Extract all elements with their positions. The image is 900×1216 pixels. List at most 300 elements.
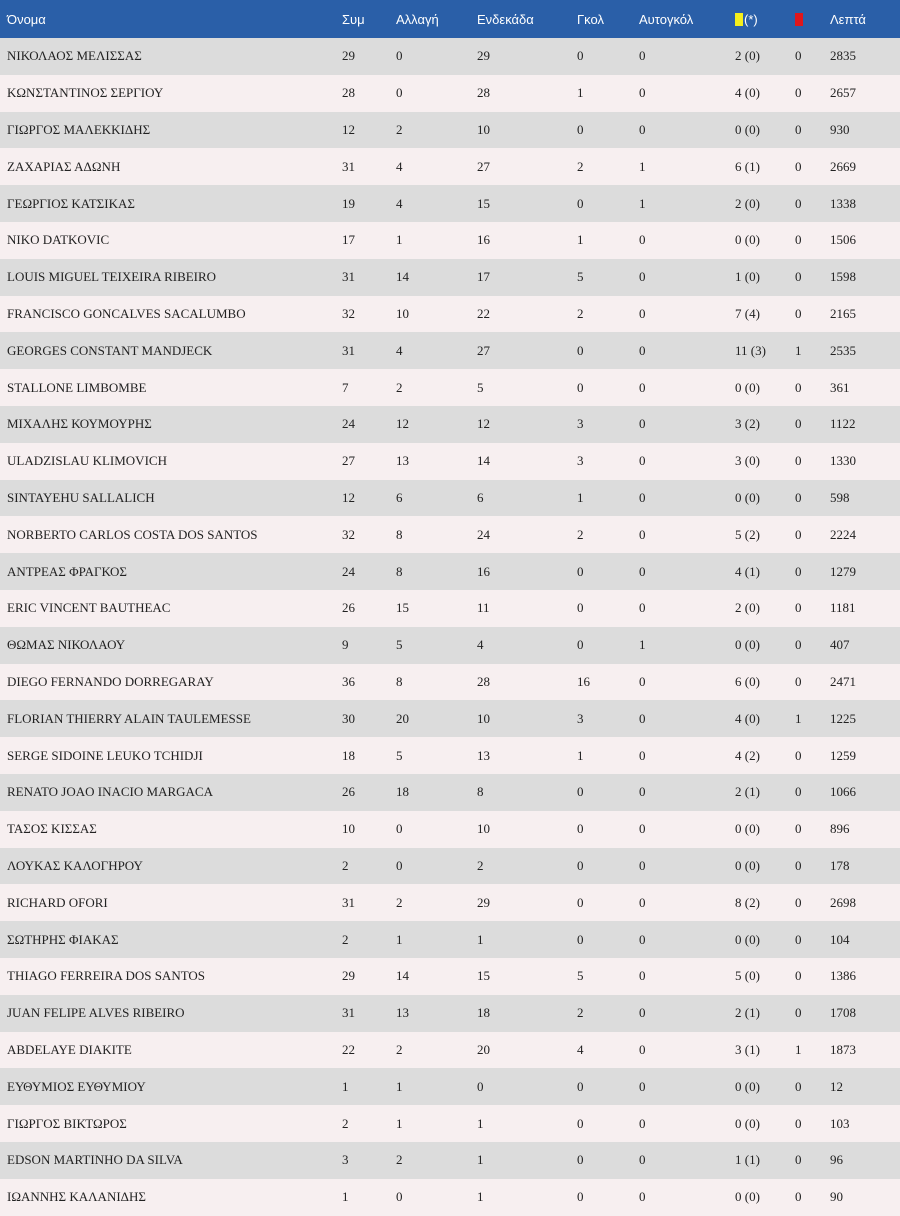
own-goals-cell: 0	[639, 232, 646, 248]
starting-xi-cell: 22	[477, 305, 490, 321]
minutes-cell: 2471	[830, 673, 856, 689]
substitutions-cell: 13	[396, 453, 409, 469]
yellow-cards-cell: 1 (1)	[735, 1152, 760, 1168]
header-own-goals[interactable]: Αυτογκόλ	[639, 11, 694, 27]
red-card-icon	[795, 13, 803, 26]
yellow-cards-cell: 8 (2)	[735, 894, 760, 910]
starting-xi-cell: 1	[477, 1189, 484, 1205]
starting-xi-cell: 5	[477, 379, 484, 395]
own-goals-cell: 0	[639, 563, 646, 579]
player-name[interactable]: GEORGES CONSTANT MANDJECK	[7, 342, 213, 358]
substitutions-cell: 0	[396, 1189, 403, 1205]
minutes-cell: 1279	[830, 563, 856, 579]
yellow-cards-cell: 0 (0)	[735, 489, 760, 505]
substitutions-cell: 13	[396, 1005, 409, 1021]
substitutions-cell: 4	[396, 342, 403, 358]
goals-cell: 0	[577, 821, 584, 837]
starting-xi-cell: 14	[477, 453, 490, 469]
starting-xi-cell: 1	[477, 931, 484, 947]
yellow-cards-cell: 1 (0)	[735, 269, 760, 285]
yellow-cards-cell: 0 (0)	[735, 121, 760, 137]
player-name[interactable]: NIKO DATKOVIC	[7, 232, 110, 248]
starting-xi-cell: 15	[477, 968, 490, 984]
player-name[interactable]: THIAGO FERREIRA DOS SANTOS	[7, 968, 206, 984]
substitutions-cell: 8	[396, 673, 403, 689]
yellow-cards-cell: 6 (0)	[735, 673, 760, 689]
player-name[interactable]: RICHARD OFORI	[7, 894, 108, 910]
own-goals-cell: 0	[639, 747, 646, 763]
own-goals-cell: 1	[639, 637, 646, 653]
substitutions-cell: 1	[396, 232, 403, 248]
own-goals-cell: 0	[639, 305, 646, 321]
yellow-cards-cell: 0 (0)	[735, 821, 760, 837]
player-name[interactable]: LOUIS MIGUEL TEIXEIRA RIBEIRO	[7, 269, 217, 285]
minutes-cell: 103	[830, 1115, 850, 1131]
table-row	[0, 848, 900, 885]
red-cards-cell: 0	[795, 673, 802, 689]
red-cards-cell: 0	[795, 857, 802, 873]
table-row	[0, 75, 900, 112]
goals-cell: 0	[577, 931, 584, 947]
starting-xi-cell: 10	[477, 710, 490, 726]
goals-cell: 1	[577, 85, 584, 101]
yellow-cards-cell: 3 (0)	[735, 453, 760, 469]
player-name[interactable]: ΖΑΧΑΡΙΑΣ ΑΔΩΝΗ	[7, 158, 121, 174]
substitutions-cell: 2	[396, 894, 403, 910]
player-name[interactable]: ΙΩΑΝΝΗΣ ΚΑΛΑΝΙΔΗΣ	[7, 1189, 146, 1205]
goals-cell: 0	[577, 1078, 584, 1094]
own-goals-cell: 0	[639, 968, 646, 984]
table-row	[0, 811, 900, 848]
appearances-cell: 1	[342, 1189, 349, 1205]
table-body	[0, 38, 900, 1216]
goals-cell: 3	[577, 710, 584, 726]
goals-cell: 1	[577, 747, 584, 763]
own-goals-cell: 0	[639, 673, 646, 689]
player-name[interactable]: ΚΩΝΣΤΑΝΤΙΝΟΣ ΣΕΡΓΙΟΥ	[7, 85, 164, 101]
player-name[interactable]: ABDELAYE DIAKITE	[7, 1041, 132, 1057]
minutes-cell: 407	[830, 637, 850, 653]
header-yellow-suffix: (*)	[744, 11, 758, 27]
appearances-cell: 30	[342, 710, 355, 726]
red-cards-cell: 0	[795, 1115, 802, 1131]
player-name[interactable]: JUAN FELIPE ALVES RIBEIRO	[7, 1005, 185, 1021]
appearances-cell: 31	[342, 894, 355, 910]
appearances-cell: 2	[342, 857, 349, 873]
starting-xi-cell: 11	[477, 600, 490, 616]
starting-xi-cell: 2	[477, 857, 484, 873]
goals-cell: 5	[577, 269, 584, 285]
table-row	[0, 774, 900, 811]
header-appearances[interactable]: Συμ	[342, 11, 365, 27]
table-row	[0, 921, 900, 958]
own-goals-cell: 1	[639, 158, 646, 174]
red-cards-cell: 0	[795, 784, 802, 800]
appearances-cell: 22	[342, 1041, 355, 1057]
table-row	[0, 148, 900, 185]
yellow-cards-cell: 0 (0)	[735, 857, 760, 873]
yellow-cards-cell: 0 (0)	[735, 931, 760, 947]
yellow-cards-cell: 2 (0)	[735, 600, 760, 616]
header-red-cards[interactable]	[795, 0, 830, 38]
substitutions-cell: 4	[396, 158, 403, 174]
own-goals-cell: 0	[639, 379, 646, 395]
goals-cell: 3	[577, 453, 584, 469]
table-row	[0, 958, 900, 995]
player-name[interactable]: DIEGO FERNANDO DORREGARAY	[7, 673, 214, 689]
minutes-cell: 2165	[830, 305, 856, 321]
goals-cell: 0	[577, 379, 584, 395]
red-cards-cell: 0	[795, 489, 802, 505]
minutes-cell: 12	[830, 1078, 843, 1094]
appearances-cell: 1	[342, 1078, 349, 1094]
starting-xi-cell: 28	[477, 85, 490, 101]
goals-cell: 0	[577, 121, 584, 137]
yellow-card-icon	[735, 13, 743, 26]
yellow-cards-cell: 0 (0)	[735, 1115, 760, 1131]
appearances-cell: 31	[342, 1005, 355, 1021]
substitutions-cell: 8	[396, 526, 403, 542]
player-name[interactable]: ΣΩΤΗΡΗΣ ΦΙΑΚΑΣ	[7, 931, 119, 947]
red-cards-cell: 0	[795, 453, 802, 469]
red-cards-cell: 0	[795, 1189, 802, 1205]
header-minutes[interactable]: Λεπτά	[830, 11, 866, 27]
starting-xi-cell: 15	[477, 195, 490, 211]
appearances-cell: 2	[342, 931, 349, 947]
substitutions-cell: 4	[396, 195, 403, 211]
appearances-cell: 32	[342, 305, 355, 321]
table-row	[0, 296, 900, 333]
own-goals-cell: 0	[639, 931, 646, 947]
minutes-cell: 178	[830, 857, 850, 873]
red-cards-cell: 0	[795, 1078, 802, 1094]
table-row	[0, 112, 900, 149]
table-row	[0, 480, 900, 517]
red-cards-cell: 1	[795, 710, 802, 726]
substitutions-cell: 5	[396, 637, 403, 653]
player-name[interactable]: SINTAYEHU SALLALICH	[7, 489, 155, 505]
table-row	[0, 995, 900, 1032]
appearances-cell: 27	[342, 453, 355, 469]
red-cards-cell: 0	[795, 600, 802, 616]
appearances-cell: 10	[342, 821, 355, 837]
goals-cell: 0	[577, 1152, 584, 1168]
player-name[interactable]: ΕΥΘΥΜΙΟΣ ΕΥΘΥΜΙΟΥ	[7, 1078, 146, 1094]
substitutions-cell: 2	[396, 1041, 403, 1057]
goals-cell: 0	[577, 1115, 584, 1131]
table-row	[0, 259, 900, 296]
starting-xi-cell: 12	[477, 416, 490, 432]
red-cards-cell: 1	[795, 1041, 802, 1057]
starting-xi-cell: 0	[477, 1078, 484, 1094]
own-goals-cell: 1	[639, 195, 646, 211]
yellow-cards-cell: 6 (1)	[735, 158, 760, 174]
starting-xi-cell: 27	[477, 158, 490, 174]
goals-cell: 1	[577, 489, 584, 505]
goals-cell: 5	[577, 968, 584, 984]
appearances-cell: 29	[342, 48, 355, 64]
appearances-cell: 18	[342, 747, 355, 763]
appearances-cell: 19	[342, 195, 355, 211]
yellow-cards-cell: 0 (0)	[735, 1078, 760, 1094]
substitutions-cell: 0	[396, 48, 403, 64]
minutes-cell: 90	[830, 1189, 843, 1205]
starting-xi-cell: 24	[477, 526, 490, 542]
own-goals-cell: 0	[639, 526, 646, 542]
yellow-cards-cell: 0 (0)	[735, 637, 760, 653]
table-row	[0, 1032, 900, 1069]
own-goals-cell: 0	[639, 1005, 646, 1021]
starting-xi-cell: 16	[477, 563, 490, 579]
yellow-cards-cell: 0 (0)	[735, 379, 760, 395]
goals-cell: 1	[577, 232, 584, 248]
own-goals-cell: 0	[639, 85, 646, 101]
appearances-cell: 31	[342, 269, 355, 285]
own-goals-cell: 0	[639, 600, 646, 616]
table-row	[0, 185, 900, 222]
red-cards-cell: 0	[795, 232, 802, 248]
starting-xi-cell: 27	[477, 342, 490, 358]
table-row	[0, 443, 900, 480]
player-name[interactable]: ΑΝΤΡΕΑΣ ΦΡΑΓΚΟΣ	[7, 563, 127, 579]
red-cards-cell: 0	[795, 563, 802, 579]
own-goals-cell: 0	[639, 1115, 646, 1131]
goals-cell: 0	[577, 857, 584, 873]
substitutions-cell: 12	[396, 416, 409, 432]
minutes-cell: 2669	[830, 158, 856, 174]
red-cards-cell: 0	[795, 968, 802, 984]
red-cards-cell: 0	[795, 416, 802, 432]
yellow-cards-cell: 3 (1)	[735, 1041, 760, 1057]
substitutions-cell: 6	[396, 489, 403, 505]
goals-cell: 2	[577, 305, 584, 321]
goals-cell: 0	[577, 600, 584, 616]
substitutions-cell: 10	[396, 305, 409, 321]
minutes-cell: 2224	[830, 526, 856, 542]
own-goals-cell: 0	[639, 121, 646, 137]
substitutions-cell: 14	[396, 269, 409, 285]
table-row	[0, 1142, 900, 1179]
table-row	[0, 1105, 900, 1142]
player-name[interactable]: EDSON MARTINHO DA SILVA	[7, 1152, 183, 1168]
minutes-cell: 1259	[830, 747, 856, 763]
appearances-cell: 9	[342, 637, 349, 653]
table-row	[0, 1068, 900, 1105]
yellow-cards-cell: 2 (0)	[735, 48, 760, 64]
yellow-cards-cell: 3 (2)	[735, 416, 760, 432]
minutes-cell: 1181	[830, 600, 856, 616]
appearances-cell: 26	[342, 600, 355, 616]
minutes-cell: 1708	[830, 1005, 856, 1021]
starting-xi-cell: 16	[477, 232, 490, 248]
yellow-cards-cell: 4 (0)	[735, 710, 760, 726]
player-name[interactable]: FLORIAN THIERRY ALAIN TAULEMESSE	[7, 710, 251, 726]
red-cards-cell: 0	[795, 48, 802, 64]
red-cards-cell: 0	[795, 195, 802, 211]
red-cards-cell: 0	[795, 379, 802, 395]
own-goals-cell: 0	[639, 269, 646, 285]
substitutions-cell: 1	[396, 1115, 403, 1131]
red-cards-cell: 0	[795, 305, 802, 321]
appearances-cell: 31	[342, 342, 355, 358]
substitutions-cell: 2	[396, 379, 403, 395]
goals-cell: 3	[577, 416, 584, 432]
yellow-cards-cell: 5 (0)	[735, 968, 760, 984]
minutes-cell: 1338	[830, 195, 856, 211]
player-name[interactable]: ΘΩΜΑΣ ΝΙΚΟΛΑΟΥ	[7, 637, 126, 653]
substitutions-cell: 15	[396, 600, 409, 616]
red-cards-cell: 0	[795, 931, 802, 947]
table-row	[0, 516, 900, 553]
yellow-cards-cell: 2 (1)	[735, 1005, 760, 1021]
player-name[interactable]: RENATO JOAO INACIO MARGACA	[7, 784, 213, 800]
table-row	[0, 700, 900, 737]
starting-xi-cell: 10	[477, 121, 490, 137]
own-goals-cell: 0	[639, 342, 646, 358]
player-name[interactable]: ULADZISLAU KLIMOVICH	[7, 453, 167, 469]
player-name[interactable]: SERGE SIDOINE LEUKO TCHIDJI	[7, 747, 203, 763]
minutes-cell: 1873	[830, 1041, 856, 1057]
minutes-cell: 930	[830, 121, 850, 137]
yellow-cards-cell: 0 (0)	[735, 232, 760, 248]
minutes-cell: 1598	[830, 269, 856, 285]
player-name[interactable]: FRANCISCO GONCALVES SACALUMBO	[7, 305, 246, 321]
header-substitutions[interactable]: Αλλαγή	[396, 11, 439, 27]
table-row	[0, 332, 900, 369]
starting-xi-cell: 17	[477, 269, 490, 285]
minutes-cell: 1330	[830, 453, 856, 469]
goals-cell: 16	[577, 673, 590, 689]
minutes-cell: 361	[830, 379, 850, 395]
starting-xi-cell: 4	[477, 637, 484, 653]
own-goals-cell: 0	[639, 894, 646, 910]
table-row	[0, 222, 900, 259]
header-yellow-cards[interactable]	[735, 0, 795, 38]
table-row	[0, 406, 900, 443]
table-row	[0, 38, 900, 75]
player-name[interactable]: ΤΑΣΟΣ ΚΙΣΣΑΣ	[7, 821, 97, 837]
yellow-cards-cell: 4 (0)	[735, 85, 760, 101]
appearances-cell: 12	[342, 121, 355, 137]
appearances-cell: 17	[342, 232, 355, 248]
appearances-cell: 12	[342, 489, 355, 505]
yellow-cards-cell: 5 (2)	[735, 526, 760, 542]
substitutions-cell: 8	[396, 563, 403, 579]
starting-xi-cell: 1	[477, 1115, 484, 1131]
substitutions-cell: 20	[396, 710, 409, 726]
player-name[interactable]: ΓΙΩΡΓΟΣ ΜΑΛΕΚΚΙΔΗΣ	[7, 121, 151, 137]
goals-cell: 0	[577, 563, 584, 579]
substitutions-cell: 1	[396, 1078, 403, 1094]
appearances-cell: 36	[342, 673, 355, 689]
goals-cell: 0	[577, 637, 584, 653]
substitutions-cell: 2	[396, 121, 403, 137]
substitutions-cell: 14	[396, 968, 409, 984]
starting-xi-cell: 8	[477, 784, 484, 800]
starting-xi-cell: 29	[477, 48, 490, 64]
own-goals-cell: 0	[639, 784, 646, 800]
minutes-cell: 2657	[830, 85, 856, 101]
yellow-cards-cell: 4 (1)	[735, 563, 760, 579]
yellow-cards-cell: 0 (0)	[735, 1189, 760, 1205]
substitutions-cell: 5	[396, 747, 403, 763]
appearances-cell: 32	[342, 526, 355, 542]
own-goals-cell: 0	[639, 821, 646, 837]
appearances-cell: 24	[342, 563, 355, 579]
starting-xi-cell: 29	[477, 894, 490, 910]
starting-xi-cell: 13	[477, 747, 490, 763]
red-cards-cell: 1	[795, 342, 802, 358]
minutes-cell: 2535	[830, 342, 856, 358]
goals-cell: 0	[577, 48, 584, 64]
substitutions-cell: 0	[396, 821, 403, 837]
table-row	[0, 884, 900, 921]
player-name[interactable]: ΓΙΩΡΓΟΣ ΒΙΚΤΩΡΟΣ	[7, 1115, 127, 1131]
table-row	[0, 664, 900, 701]
red-cards-cell: 0	[795, 269, 802, 285]
appearances-cell: 3	[342, 1152, 349, 1168]
table-header-row	[0, 0, 900, 38]
yellow-cards-cell: 11 (3)	[735, 342, 766, 358]
red-cards-cell: 0	[795, 526, 802, 542]
own-goals-cell: 0	[639, 710, 646, 726]
minutes-cell: 896	[830, 821, 850, 837]
substitutions-cell: 18	[396, 784, 409, 800]
goals-cell: 0	[577, 1189, 584, 1205]
yellow-cards-cell: 2 (0)	[735, 195, 760, 211]
header-starting-xi[interactable]: Ενδεκάδα	[477, 11, 534, 27]
own-goals-cell: 0	[639, 857, 646, 873]
appearances-cell: 31	[342, 158, 355, 174]
red-cards-cell: 0	[795, 121, 802, 137]
starting-xi-cell: 20	[477, 1041, 490, 1057]
player-name[interactable]: ΜΙΧΑΛΗΣ ΚΟΥΜΟΥΡΗΣ	[7, 416, 152, 432]
appearances-cell: 26	[342, 784, 355, 800]
minutes-cell: 1225	[830, 710, 856, 726]
player-name[interactable]: STALLONE LIMBOMBE	[7, 379, 147, 395]
red-cards-cell: 0	[795, 1152, 802, 1168]
yellow-cards-cell: 7 (4)	[735, 305, 760, 321]
red-cards-cell: 0	[795, 158, 802, 174]
player-name[interactable]: ERIC VINCENT BAUTHEAC	[7, 600, 171, 616]
minutes-cell: 598	[830, 489, 850, 505]
minutes-cell: 1122	[830, 416, 856, 432]
player-name[interactable]: ΓΕΩΡΓΙΟΣ ΚΑΤΣΙΚΑΣ	[7, 195, 135, 211]
own-goals-cell: 0	[639, 1152, 646, 1168]
minutes-cell: 104	[830, 931, 850, 947]
starting-xi-cell: 18	[477, 1005, 490, 1021]
header-goals[interactable]: Γκολ	[577, 11, 604, 27]
appearances-cell: 2	[342, 1115, 349, 1131]
starting-xi-cell: 10	[477, 821, 490, 837]
own-goals-cell: 0	[639, 489, 646, 505]
appearances-cell: 24	[342, 416, 355, 432]
player-name[interactable]: NORBERTO CARLOS COSTA DOS SANTOS	[7, 526, 258, 542]
appearances-cell: 29	[342, 968, 355, 984]
header-name[interactable]: Όνομα	[7, 11, 46, 27]
goals-cell: 0	[577, 342, 584, 358]
own-goals-cell: 0	[639, 416, 646, 432]
red-cards-cell: 0	[795, 85, 802, 101]
own-goals-cell: 0	[639, 48, 646, 64]
minutes-cell: 1386	[830, 968, 856, 984]
own-goals-cell: 0	[639, 1078, 646, 1094]
red-cards-cell: 0	[795, 1005, 802, 1021]
red-cards-cell: 0	[795, 637, 802, 653]
player-name[interactable]: ΝΙΚΟΛΑΟΣ ΜΕΛΙΣΣΑΣ	[7, 48, 142, 64]
own-goals-cell: 0	[639, 1041, 646, 1057]
player-name[interactable]: ΛΟΥΚΑΣ ΚΑΛΟΓΗΡΟΥ	[7, 857, 143, 873]
